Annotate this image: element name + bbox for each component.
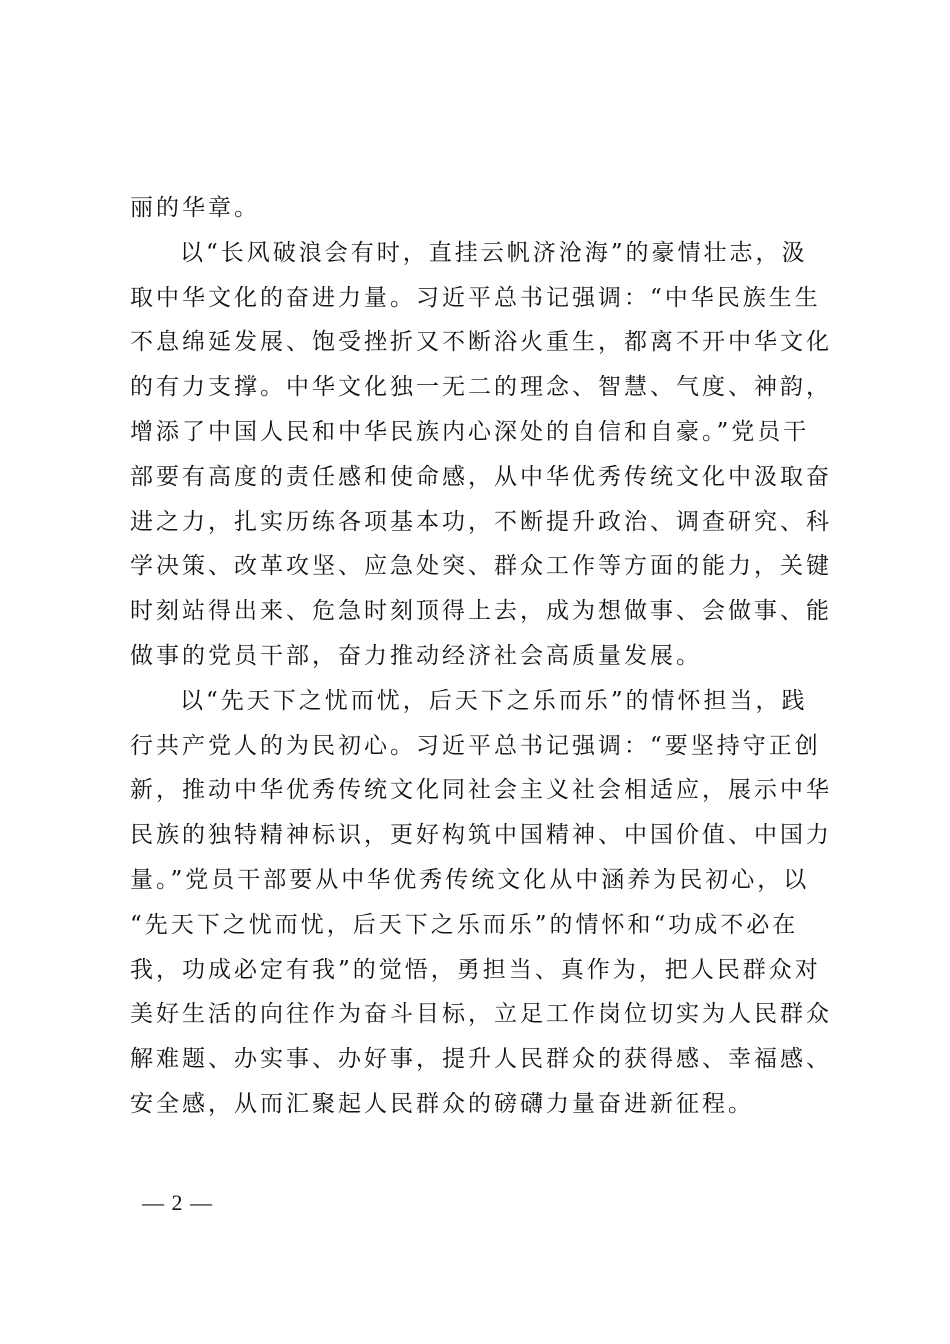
text-line: 美好生活的向往作为奋斗目标，立足工作岗位切实为人民群众 xyxy=(130,1001,832,1028)
text-line: 民族的独特精神标识，更好构筑中国精神、中国价值、中国力 xyxy=(130,822,832,849)
text-line: 量。”党员干部要从中华优秀传统文化从中涵养为民初心，以 xyxy=(130,866,810,893)
paragraph-people-first xyxy=(130,679,834,1127)
paragraph-cultural-strength xyxy=(130,231,834,679)
text-line: 部要有高度的责任感和使命感，从中华优秀传统文化中汲取奋 xyxy=(130,463,832,490)
text-line: 丽的华章。 xyxy=(130,195,260,221)
paragraph-continuation xyxy=(130,186,834,231)
text-line: 学决策、改革攻坚、应急处突、群众工作等方面的能力，关键 xyxy=(130,553,832,580)
text-line: 行共产党人的为民初心。习近平总书记强调：“要坚持守正创 xyxy=(130,732,821,759)
page-number: — 2 — xyxy=(142,1190,213,1215)
text-line: 增添了中国人民和中华民族内心深处的自信和自豪。”党员干 xyxy=(130,418,810,445)
text-line: 的有力支撑。中华文化独一无二的理念、智慧、气度、神韵， xyxy=(130,374,832,401)
text-line: 我，功成必定有我”的觉悟，勇担当、真作为，把人民群众对 xyxy=(130,956,821,983)
text-line: 安全感，从而汇聚起人民群众的磅礴力量奋进新征程。 xyxy=(130,1090,754,1117)
text-line: 解难题、办实事、办好事，提升人民群众的获得感、幸福感、 xyxy=(130,1046,832,1073)
text-line: 进之力，扎实历练各项基本功，不断提升政治、调查研究、科 xyxy=(130,508,832,535)
text-line: 不息绵延发展、饱受挫折又不断浴火重生，都离不开中华文化 xyxy=(130,329,832,356)
text-line: 取中华文化的奋进力量。习近平总书记强调：“中华民族生生 xyxy=(130,284,821,311)
text-line: 时刻站得出来、危急时刻顶得上去，成为想做事、会做事、能 xyxy=(130,598,832,625)
document-body xyxy=(130,186,834,1127)
text-line: 以“长风破浪会有时，直挂云帆济沧海”的豪情壮志，汲 xyxy=(180,239,808,266)
text-line: “先天下之忧而忧，后天下之乐而乐”的情怀和“功成不必在 xyxy=(130,911,799,938)
text-line: 新，推动中华优秀传统文化同社会主义社会相适应，展示中华 xyxy=(130,777,832,804)
text-line: 做事的党员干部，奋力推动经济社会高质量发展。 xyxy=(130,642,702,669)
text-line: 以“先天下之忧而忧，后天下之乐而乐”的情怀担当，践 xyxy=(180,687,808,714)
